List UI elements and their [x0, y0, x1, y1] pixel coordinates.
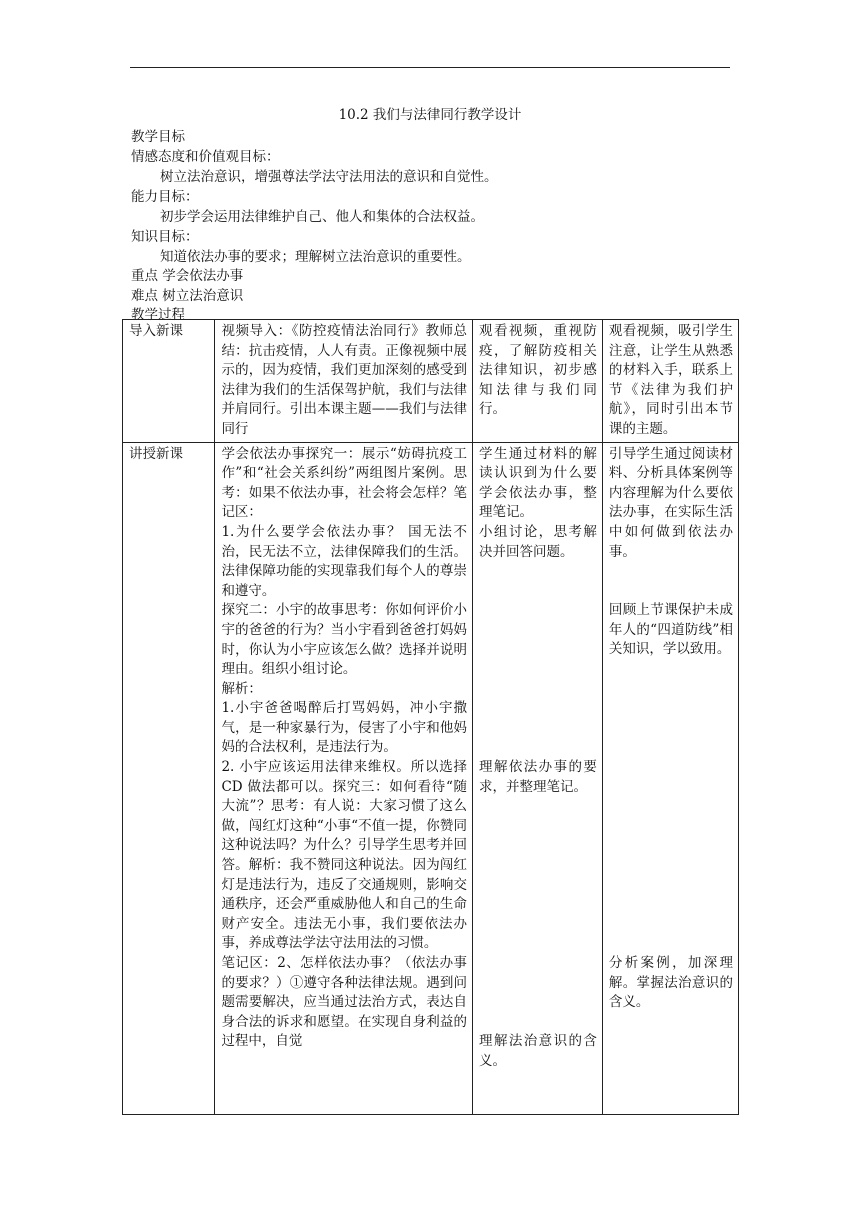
teacher-paragraph: 1.为什么要学会依法办事？ 国无法不治，民无法不立，法律保障我们的生活。法律保障功能的实现靠我们每个人的尊崇和遵守。: [221, 523, 468, 599]
header-rule: [130, 67, 730, 68]
process-heading: 教学过程: [131, 307, 185, 323]
design-intent-cell: 观看视频，吸引学生注意，让学生从熟悉的材料入手，联系上节《法律为我们护航》，同时引出本节课的主题。: [602, 320, 738, 443]
teacher-activity-cell: 视频导入：《防控疫情法治同行》教师总结：抗击疫情，人人有责。正像视频中展示的，因为疫情，我们更加深刻的感受到法律为我们的生活保驾护航，我们与法律并肩同行。引出本课主题——我们与法律同行: [215, 320, 473, 443]
teacher-paragraph: 2. 小宇应该运用法律来维权。所以选择 CD 做法都可以。探究三：如何看待“随大流”？思考：有人说：大家习惯了这么做，闯红灯这种“小事“不值一提，你赞同这种说法吗？为什么？引导学生思考并回答。解析：我不赞同这种说法。因为闯红灯是违法行为，违反了交通规则，影响交通秩序，还会严重威胁他人和自己的生命财产安全。违法无小事，我们要依法办事，养成尊法学法守法用法的习惯。: [221, 759, 468, 952]
intent-paragraph: 分析案例，加深理解。掌握法治意识的含义。: [608, 954, 733, 1011]
student-paragraph: 理解法治意识的含义。: [479, 1033, 597, 1069]
key-point: 重点 学会依法办事: [131, 268, 244, 284]
intent-paragraph: 回顾上节课保护未成年人的“四道防线”相关知识，学以致用。: [608, 602, 733, 658]
student-paragraph: 学生通过材料的解读认识到为什么要学会依法办事，整理笔记。: [479, 445, 597, 521]
student-activity-cell: [473, 442, 603, 1114]
objectives-heading: 教学目标: [131, 129, 185, 145]
student-paragraph: 小组讨论，思考解决并回答问题。: [479, 523, 597, 560]
ability-objective-label: 能力目标：: [131, 189, 199, 205]
knowledge-objective-label: 知识目标：: [131, 229, 199, 245]
teacher-activity-cell: [215, 442, 473, 1114]
teacher-paragraph: 学会依法办事探究一：展示“妨碍抗疫工作”和“社会关系纠纷”两组图片案例。思考：如果不依法办事，社会将会怎样？笔记区：: [221, 445, 468, 521]
teacher-paragraph: 解析：: [221, 680, 262, 697]
teacher-paragraph: 探究二：小宇的故事思考：你如何评价小宇的爸爸的行为？当小宇看到爸爸打妈妈时，你认为小宇应该怎么做？选择并说明理由。组织小组讨论。: [221, 602, 468, 678]
document-title: 10.2 我们与法律同行教学设计: [338, 107, 522, 123]
student-activity-cell: 观看视频，重视防疫，了解防疫相关法律知识，初步感知法律与我们同行。: [473, 320, 603, 443]
stage-cell: 讲授新课: [123, 442, 215, 1114]
intent-paragraph: 引导学生通过阅读材料、分析具体案例等内容理解为什么要依法办事，在实际生活中如何做到依法办事。: [608, 445, 733, 560]
difficulty-point: 难点 树立法治意识: [131, 288, 244, 304]
student-paragraph: 理解依法办事的要求，并整理笔记。: [479, 759, 597, 795]
teacher-paragraph: 笔记区：2、怎样依法办事？（依法办事的要求？）①遵守各种法律法规。遇到问题需要解决，应当通过法治方式，表达自身合法的诉求和愿望。在实现自身利益的过程中，自觉: [221, 955, 468, 1050]
emotion-objective-label: 情感态度和价值观目标：: [131, 149, 280, 165]
table-row: [123, 442, 739, 1114]
table-row: [123, 320, 739, 443]
teacher-paragraph: 1.小宇爸爸喝醉后打骂妈妈，冲小宇撒气，是一种家暴行为，侵害了小宇和他妈妈的合法权利，是违法行为。: [221, 700, 468, 756]
design-intent-cell: [602, 442, 738, 1114]
lesson-process-table: [122, 319, 739, 1115]
emotion-objective-text: 树立法治意识，增强尊法学法守法用法的意识和自觉性。: [160, 169, 498, 185]
ability-objective-text: 初步学会运用法律维护自己、他人和集体的合法权益。: [160, 209, 484, 225]
stage-cell: 导入新课: [123, 320, 215, 443]
knowledge-objective-text: 知道依法办事的要求；理解树立法治意识的重要性。: [160, 249, 471, 265]
